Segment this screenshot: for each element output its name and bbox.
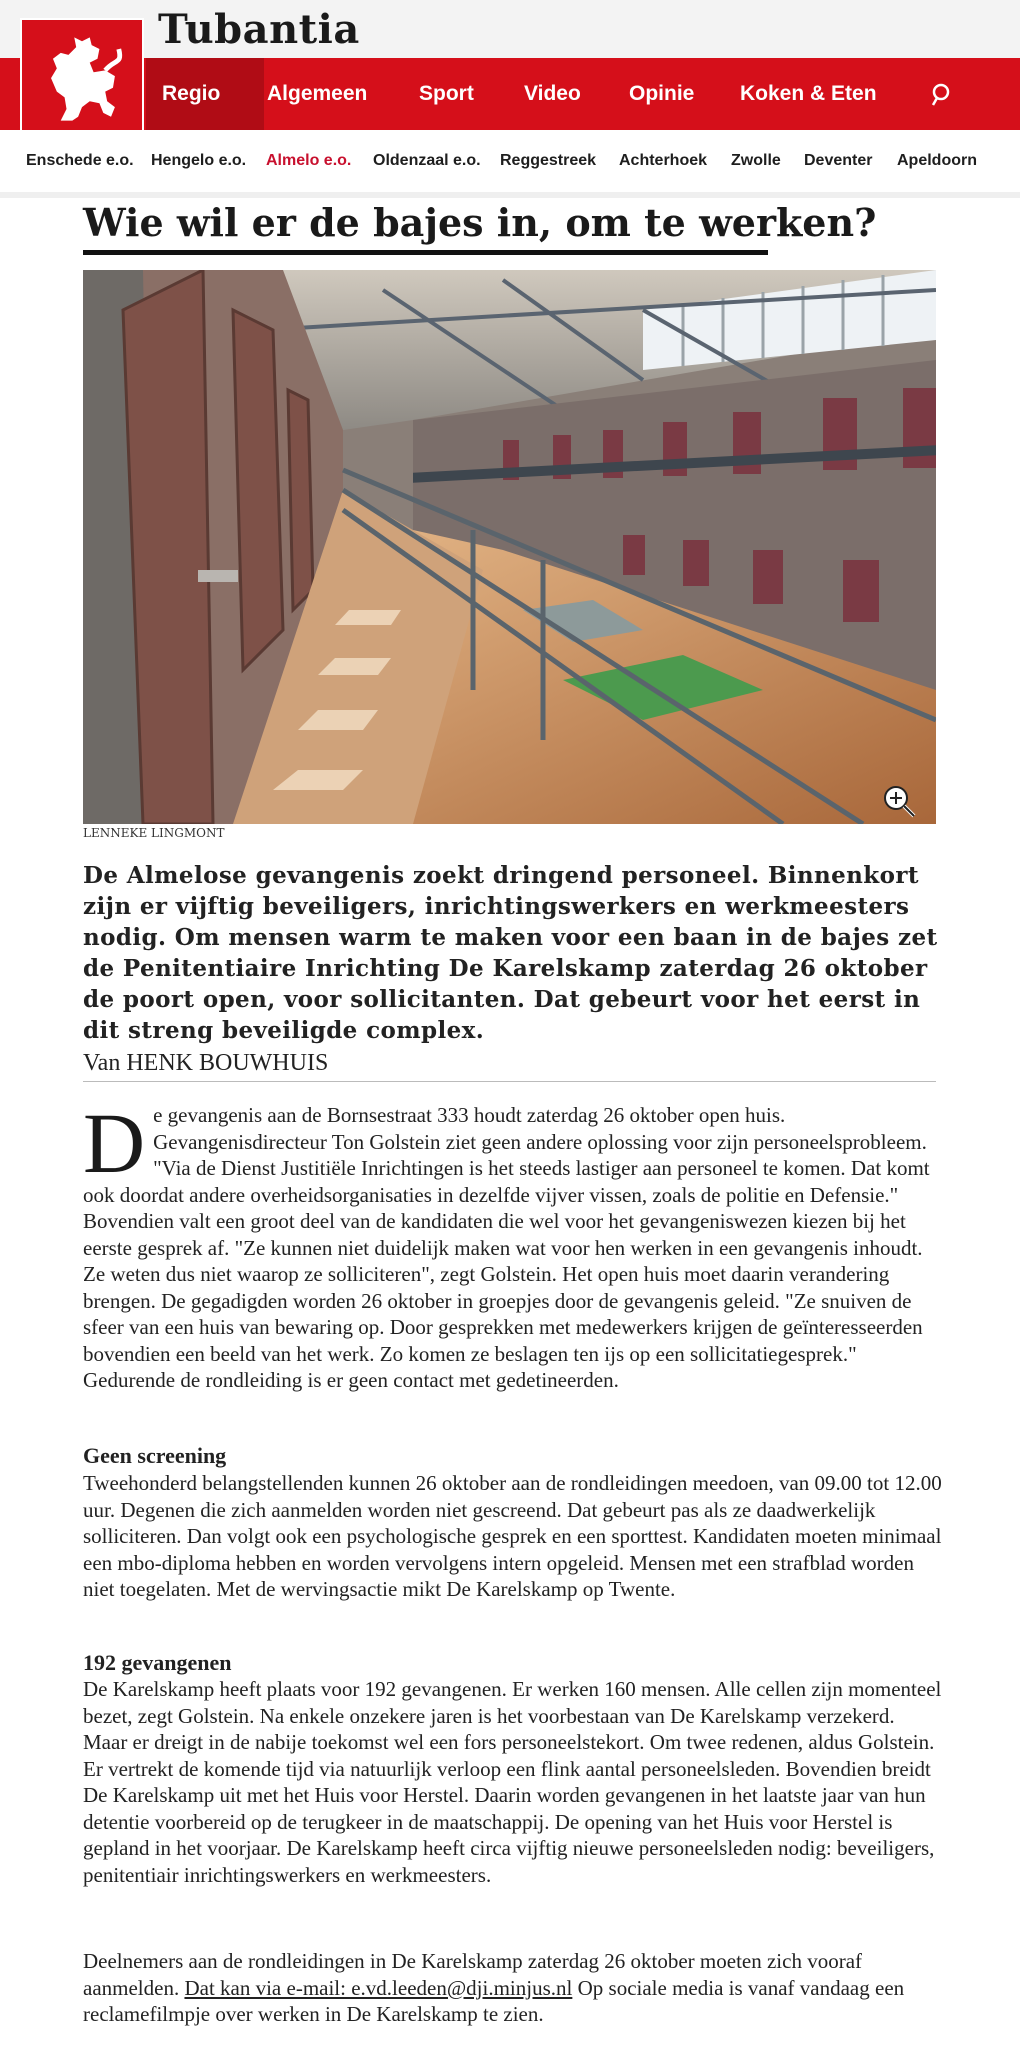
article-paragraph-4	[83, 1948, 943, 2028]
search-button[interactable]	[924, 78, 958, 112]
article-paragraph-1	[83, 1095, 943, 1394]
subnav-item-apeldoorn[interactable]: Apeldoorn	[897, 152, 977, 169]
article-paragraph-2: Tweehonderd belangstellenden kunnen 26 oktober aan de rondleidingen meedoen, van 09.00 tot 12.00 uur. Degenen die zich aanmelden worden niet gescreend. Dat gebeurt pas als ze daadwerkelijk solliciteren. Dan volgt ook een psychologische gesprek en een sporttest. Kandidaten moeten minimaal een mbo-diploma hebben en worden vervolgens intern opgeleid. Mensen met een strafblad worden niet toegelaten. Met de wervingsactie mikt De Karelskamp op Twente.	[83, 1471, 942, 1601]
article-title: Wie wil er de bajes in, om te werken?	[83, 200, 877, 245]
nav-item-video[interactable]: Video	[524, 82, 581, 105]
nav-item-algemeen[interactable]: Algemeen	[267, 82, 368, 105]
regional-subnav	[0, 130, 1020, 198]
email-link[interactable]: Dat kan via e-mail: e.vd.leeden@dji.minjus.nl	[184, 1975, 573, 2000]
paragraph-1-text: e gevangenis aan de Bornsestraat 333 houdt zaterdag 26 oktober open huis. Gevangenisdirecteur Ton Golstein ziet geen andere oplossing voor zijn personeelsprobleem. "Via de Dienst Justitiële Inrichtingen is het steeds lastiger aan personeel te komen. Dat komt ook doordat andere overheidsorganisaties in dezelfde vijver vissen, zoals de politie en Defensie." Bovendien valt een groot deel van de kandidaten die wel voor het gevangeniswezen kiezen bij het eerste gesprek af. "Ze kunnen niet duidelijk maken wat voor hen werken in een gevangenis inhoudt. Ze weten dus niet waarop ze solliciteren", zegt Golstein. Het open huis moet daarin verandering brengen. De gegadigden worden 26 oktober in groepjes door de gevangenis geleid. "Ze snuiven de sfeer van een huis van bewaring op. Door gesprekken met medewerkers krijgen de geïnteresseerden bovendien een beeld van het werk. Zo komen ze beslagen ten ijs op een sollicitatiegesprek." Gedurende de rondleiding is er geen contact met gedetineerden.	[83, 1103, 930, 1392]
article-paragraph-3: De Karelskamp heeft plaats voor 192 gevangenen. Er werken 160 mensen. Alle cellen zijn momenteel bezet, zegt Golstein. Na enkele onzekere jaren is het voorbestaan van De Karelskamp verzekerd. Maar er dreigt in de nabije toekomst wel een fors personeelstekort. Om twee redenen, aldus Golstein. Er vertrekt de komende tijd via natuurlijk verloop een flink aantal personeelsleden. Bovendien breidt De Karelskamp uit met het Huis voor Herstel. Daarin worden gevangenen in het laatste jaar van hun detentie voorbereid op de terugkeer in de maatschappij. De opening van het Huis voor Herstel is gepland in het voorjaar. De Karelskamp heeft circa vijftig nieuwe personeelsleden nodig: beveiligers, penitentiair inrichtingswerkers en werkmeesters.	[83, 1677, 942, 1887]
subnav-item-achterhoek[interactable]: Achterhoek	[619, 152, 708, 169]
subnav-item-oldenzaal[interactable]: Oldenzaal e.o.	[373, 152, 481, 169]
subhead-192-gevangenen: 192 gevangenen	[83, 1650, 232, 1675]
article-lead: De Almelose gevangenis zoekt dringend personeel. Binnenkort zijn er vijftig beveiligers, inrichtingswerkers en werkmeesters nodig. Om mensen warm te maken voor een baan in de bajes zet de Penitentiaire Inrichting De Karelskamp zaterdag 26 oktober de poort open, voor sollicitanten. Dat gebeurt voor het eerst in dit streng beveiligde complex.	[83, 862, 938, 1044]
zoom-in-icon[interactable]	[880, 782, 920, 822]
paragraph-4-text-b: Op sociale media is vanaf vandaag een reclamefilmpje over werken in De Karelskamp te zien.	[83, 1975, 905, 2026]
subnav-item-enschede[interactable]: Enschede e.o.	[26, 152, 134, 169]
title-underline	[83, 250, 768, 255]
site-logo[interactable]	[20, 18, 144, 142]
nav-item-regio[interactable]: Regio	[162, 82, 221, 105]
subnav-item-zwolle[interactable]: Zwolle	[731, 152, 781, 169]
nav-item-koken-eten[interactable]: Koken & Eten	[740, 82, 877, 105]
subnav-item-reggestreek[interactable]: Reggestreek	[500, 152, 597, 169]
photo-credit: LENNEKE LINGMONT	[83, 826, 225, 840]
nav-item-opinie[interactable]: Opinie	[629, 82, 695, 105]
byline-divider	[83, 1081, 936, 1082]
site-name[interactable]: Tubantia	[158, 6, 360, 53]
byline: Van HENK BOUWHUIS	[83, 1050, 329, 1076]
paragraph-4-text-a: Deelnemers aan de rondleidingen in De Karelskamp zaterdag 26 oktober moeten zich vooraf aanmelden.	[83, 1949, 863, 2000]
horse-logo-icon	[22, 20, 142, 140]
subhead-geen-screening: Geen screening	[83, 1443, 227, 1468]
prison-interior-image	[83, 270, 936, 824]
nav-item-sport[interactable]: Sport	[419, 82, 474, 105]
top-strip	[0, 0, 1020, 58]
search-icon	[924, 78, 958, 112]
subnav-item-almelo[interactable]: Almelo e.o.	[266, 152, 352, 169]
drop-cap: D	[83, 1095, 146, 1191]
subnav-item-hengelo[interactable]: Hengelo e.o.	[151, 152, 247, 169]
article-photo[interactable]	[83, 270, 936, 824]
subnav-item-deventer[interactable]: Deventer	[804, 152, 873, 169]
